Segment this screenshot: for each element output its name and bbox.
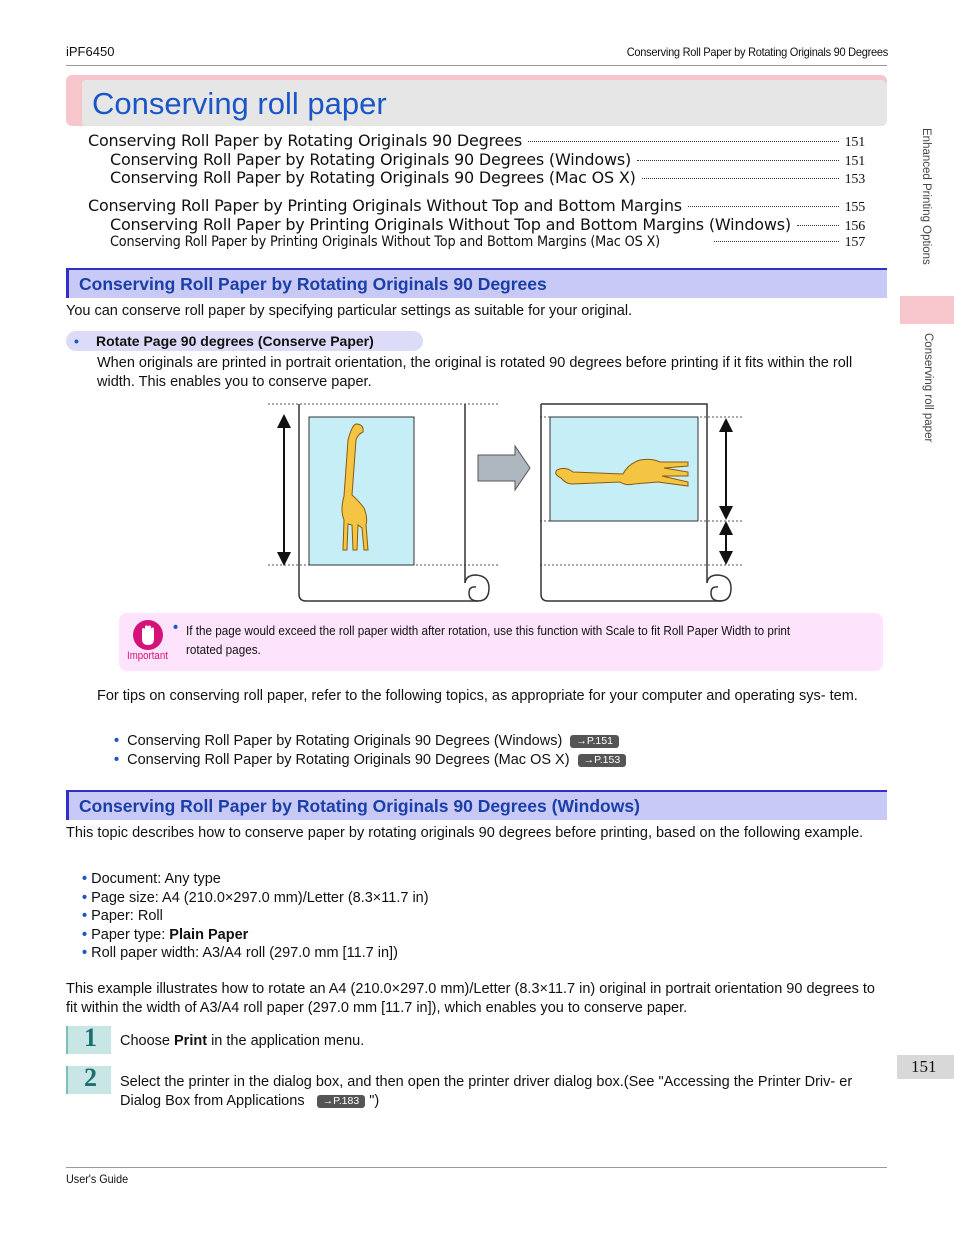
- feature-description: When originals are printed in portrait orientation, the original is rotated 90 degrees before printing if it fits within the roll width. This enables you to conserve paper.: [97, 355, 853, 390]
- step-text-part: "): [369, 1093, 380, 1109]
- list-item-bold-text: Plain Paper: [169, 926, 249, 943]
- portrait-roll-figure: [268, 404, 498, 601]
- step-text: [120, 1073, 887, 1111]
- step-number: 1: [84, 1023, 97, 1052]
- list-item: [82, 944, 429, 963]
- related-link[interactable]: [114, 752, 626, 768]
- step-text-part: Select the printer in the dialog box, and then open the printer driver dialog box.(See "Accessing the Printer Driv- er Dialog Box from Applications: [120, 1074, 853, 1109]
- step-text: [120, 1033, 364, 1049]
- step-number-badge: [66, 1023, 111, 1054]
- chapter-title: Conserving roll paper: [92, 86, 387, 121]
- important-text: If the page would exceed the roll paper width after rotation, use this function with Scale to fit Roll Paper Width to print rotated pages.: [186, 623, 791, 657]
- related-link-text[interactable]: Conserving Roll Paper by Rotating Originals 90 Degrees (Mac OS X): [127, 752, 570, 768]
- toc-entry-page: 153: [844, 172, 865, 187]
- toc-leader: [714, 241, 839, 242]
- page-ref-badge[interactable]: →P.183: [317, 1095, 366, 1108]
- section-intro: This topic describes how to conserve paper by rotating originals 90 degrees before printing, based on the following example.: [66, 825, 864, 841]
- bullet-icon: •: [82, 926, 88, 943]
- toc-entry-page: 156: [844, 219, 865, 234]
- list-item-text: Paper: Roll: [91, 908, 163, 924]
- footer-divider: [66, 1167, 887, 1168]
- toc-entry-page: 155: [844, 200, 865, 215]
- toc-entry-page: 151: [844, 135, 865, 150]
- toc-leader: [797, 225, 839, 226]
- toc-entry[interactable]: [88, 131, 865, 151]
- step-text-bold: Print: [174, 1033, 208, 1049]
- step-number: 2: [84, 1063, 97, 1092]
- important-hand-icon: [133, 620, 163, 650]
- header-divider: [66, 65, 887, 66]
- list-item: [82, 907, 429, 926]
- important-label: Important: [127, 650, 168, 662]
- landscape-roll-figure: [540, 404, 744, 601]
- list-item: [82, 870, 429, 889]
- tips-text: For tips on conserving roll paper, refer to the following topics, as appropriate for your computer and operating sys- tem.: [97, 688, 858, 704]
- related-link[interactable]: [114, 733, 619, 749]
- example-list: [82, 870, 429, 963]
- page-number-tab: [897, 1055, 954, 1079]
- toc-entry-title: Conserving Roll Paper by Printing Originals Without Top and Bottom Margins (Windows): [110, 215, 791, 234]
- header-running-title: Conserving Roll Paper by Rotating Originals 90 Degrees: [626, 45, 888, 59]
- toc-leader: [637, 160, 839, 161]
- bullet-icon: •: [82, 908, 88, 924]
- page-number: 151: [911, 1057, 937, 1076]
- toc-entry-title: Conserving Roll Paper by Printing Originals Without Top and Bottom Margins (Mac OS X): [110, 234, 660, 250]
- toc-leader: [688, 206, 839, 207]
- side-tab-lower[interactable]: [922, 333, 954, 443]
- page-ref-badge[interactable]: →P.151: [570, 735, 619, 748]
- bullet-icon: •: [173, 620, 179, 636]
- section-heading-text: Conserving Roll Paper by Rotating Originals 90 Degrees (Windows): [79, 796, 640, 816]
- toc-entry-title: Conserving Roll Paper by Rotating Originals 90 Degrees (Mac OS X): [110, 168, 636, 187]
- bullet-icon: •: [114, 752, 120, 768]
- example-summary: This example illustrates how to rotate an A4 (210.0×297.0 mm)/Letter (8.3×11.7 in) original in portrait orientation 90 degrees to fit within the width of A3/A4 roll paper (297.0 mm [11.7 in]), which enables you to conserve paper.: [66, 981, 875, 1016]
- rotation-illustration: [268, 400, 753, 605]
- list-item-text: Page size: A4 (210.0×297.0 mm)/Letter (8.3×11.7 in): [91, 889, 429, 906]
- list-item-text: Document: Any type: [91, 871, 221, 887]
- bullet-icon: •: [74, 333, 79, 349]
- toc-entry-title: Conserving Roll Paper by Rotating Originals 90 Degrees: [88, 131, 523, 150]
- list-item-text: Paper type:: [91, 926, 170, 943]
- toc-entry[interactable]: [88, 196, 865, 216]
- side-tab-lower-text: Conserving roll paper: [922, 333, 934, 443]
- section-heading: [66, 790, 887, 820]
- toc-entry-page: 157: [844, 235, 865, 250]
- bullet-icon: •: [82, 945, 88, 961]
- feature-label: Rotate Page 90 degrees (Conserve Paper): [96, 333, 374, 349]
- toc-leader: [642, 178, 839, 179]
- toc-entry-title: Conserving Roll Paper by Rotating Originals 90 Degrees (Windows): [110, 150, 632, 169]
- toc-entry-title: Conserving Roll Paper by Printing Originals Without Top and Bottom Margins: [88, 196, 682, 215]
- related-link-text[interactable]: Conserving Roll Paper by Rotating Originals 90 Degrees (Windows): [127, 733, 563, 749]
- toc-entry[interactable]: [88, 234, 865, 251]
- list-item: [82, 889, 429, 908]
- toc-entry[interactable]: [88, 150, 865, 170]
- side-tab-upper[interactable]: [920, 128, 954, 265]
- section-heading-text: Conserving Roll Paper by Rotating Originals 90 Degrees: [79, 274, 547, 294]
- page-ref-badge[interactable]: →P.153: [578, 754, 627, 767]
- toc-entry-page: 151: [844, 154, 865, 169]
- list-item-text: Roll paper width: A3/A4 roll (297.0 mm [11.7 in]): [91, 945, 398, 961]
- section-heading: [66, 268, 887, 298]
- step-text-part: Choose: [120, 1033, 175, 1049]
- bullet-icon: •: [114, 733, 120, 749]
- section-intro: You can conserve roll paper by specifying particular settings as suitable for your original.: [66, 303, 633, 319]
- toc-entry[interactable]: [88, 168, 865, 188]
- side-tab-upper-text: Enhanced Printing Options: [920, 128, 932, 265]
- step-text-part: in the application menu.: [207, 1033, 365, 1049]
- bullet-icon: •: [82, 871, 88, 887]
- bullet-icon: •: [82, 889, 88, 906]
- list-item: [82, 926, 429, 945]
- toc-entry[interactable]: [88, 215, 865, 235]
- toc-leader: [528, 141, 839, 142]
- step-number-badge: [66, 1063, 111, 1094]
- feature-label-pill: [66, 331, 423, 351]
- header-model: iPF6450: [66, 44, 115, 59]
- side-tab-marker: [900, 296, 954, 324]
- footer-text: User's Guide: [66, 1172, 129, 1186]
